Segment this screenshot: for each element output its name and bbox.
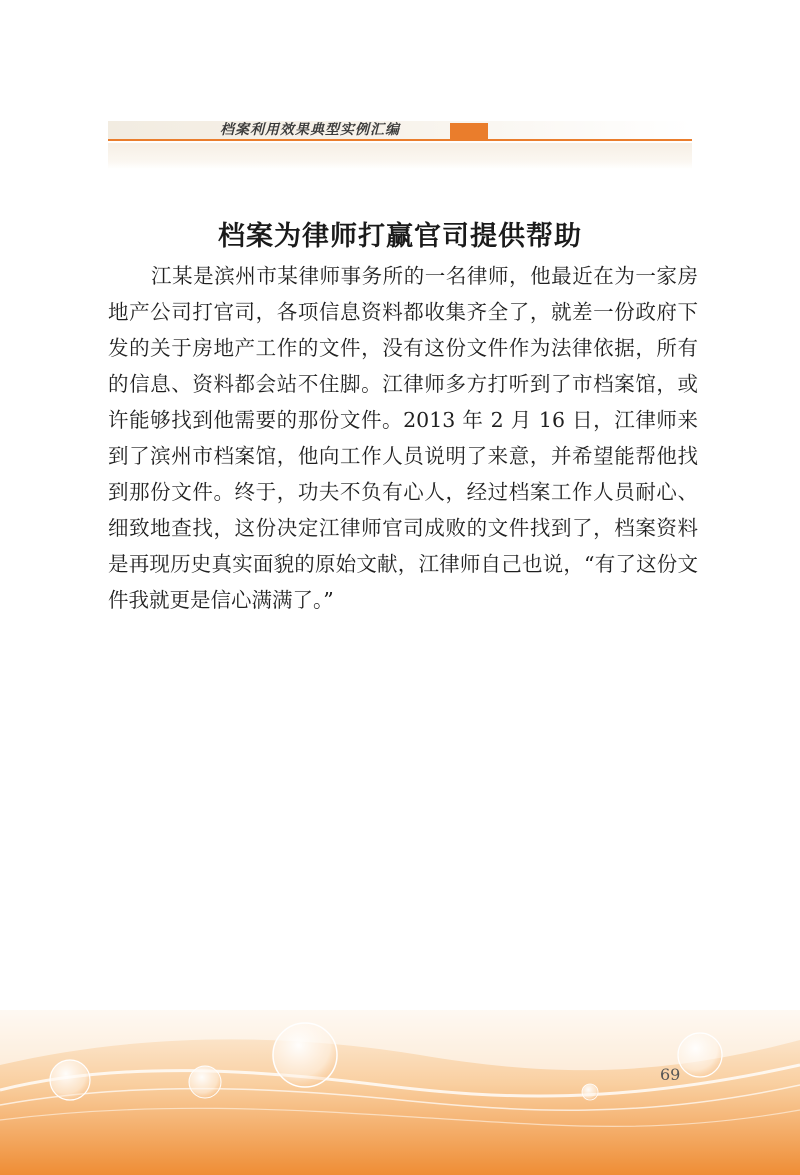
bubble [582,1084,598,1100]
running-header [108,121,692,169]
page-number: 69 [660,1065,681,1084]
header-band [108,121,692,139]
bubble [50,1060,90,1100]
bubble [189,1066,221,1098]
footer-decoration [0,1010,800,1175]
bubble [273,1023,337,1087]
footer-waves-illustration [0,1010,800,1175]
header-rule [108,139,692,141]
article-paragraph: 江某是滨州市某律师事务所的一名律师，他最近在为一家房地产公司打官司，各项信息资料都收集齐全了，就差一份政府下发的关于房地产工作的文件，没有这份文件作为法律依据，所有的信息、资料都会站不住脚。江律师多方打听到了市档案馆，或许能够找到他需要的那份文件。2013 年 2 月 16 日，江律师来到了滨州市档案馆，他向工作人员说明了来意，并希望能帮他找到那份文件。终于，功夫不负有心人，经过档案工作人员耐心、细致地查找，这份决定江律师官司成败的文件找到了，档案资料是再现历史真实面貌的原始文献，江律师自己也说，“有了这份文件我就更是信心满满了。” [108,264,698,612]
article-title: 档案为律师打赢官司提供帮助 [218,221,582,253]
running-header-title: 档案利用效果典型实例汇编 [220,122,400,138]
header-accent-block [450,123,488,139]
bubble [678,1033,722,1077]
header-fade [108,143,692,169]
